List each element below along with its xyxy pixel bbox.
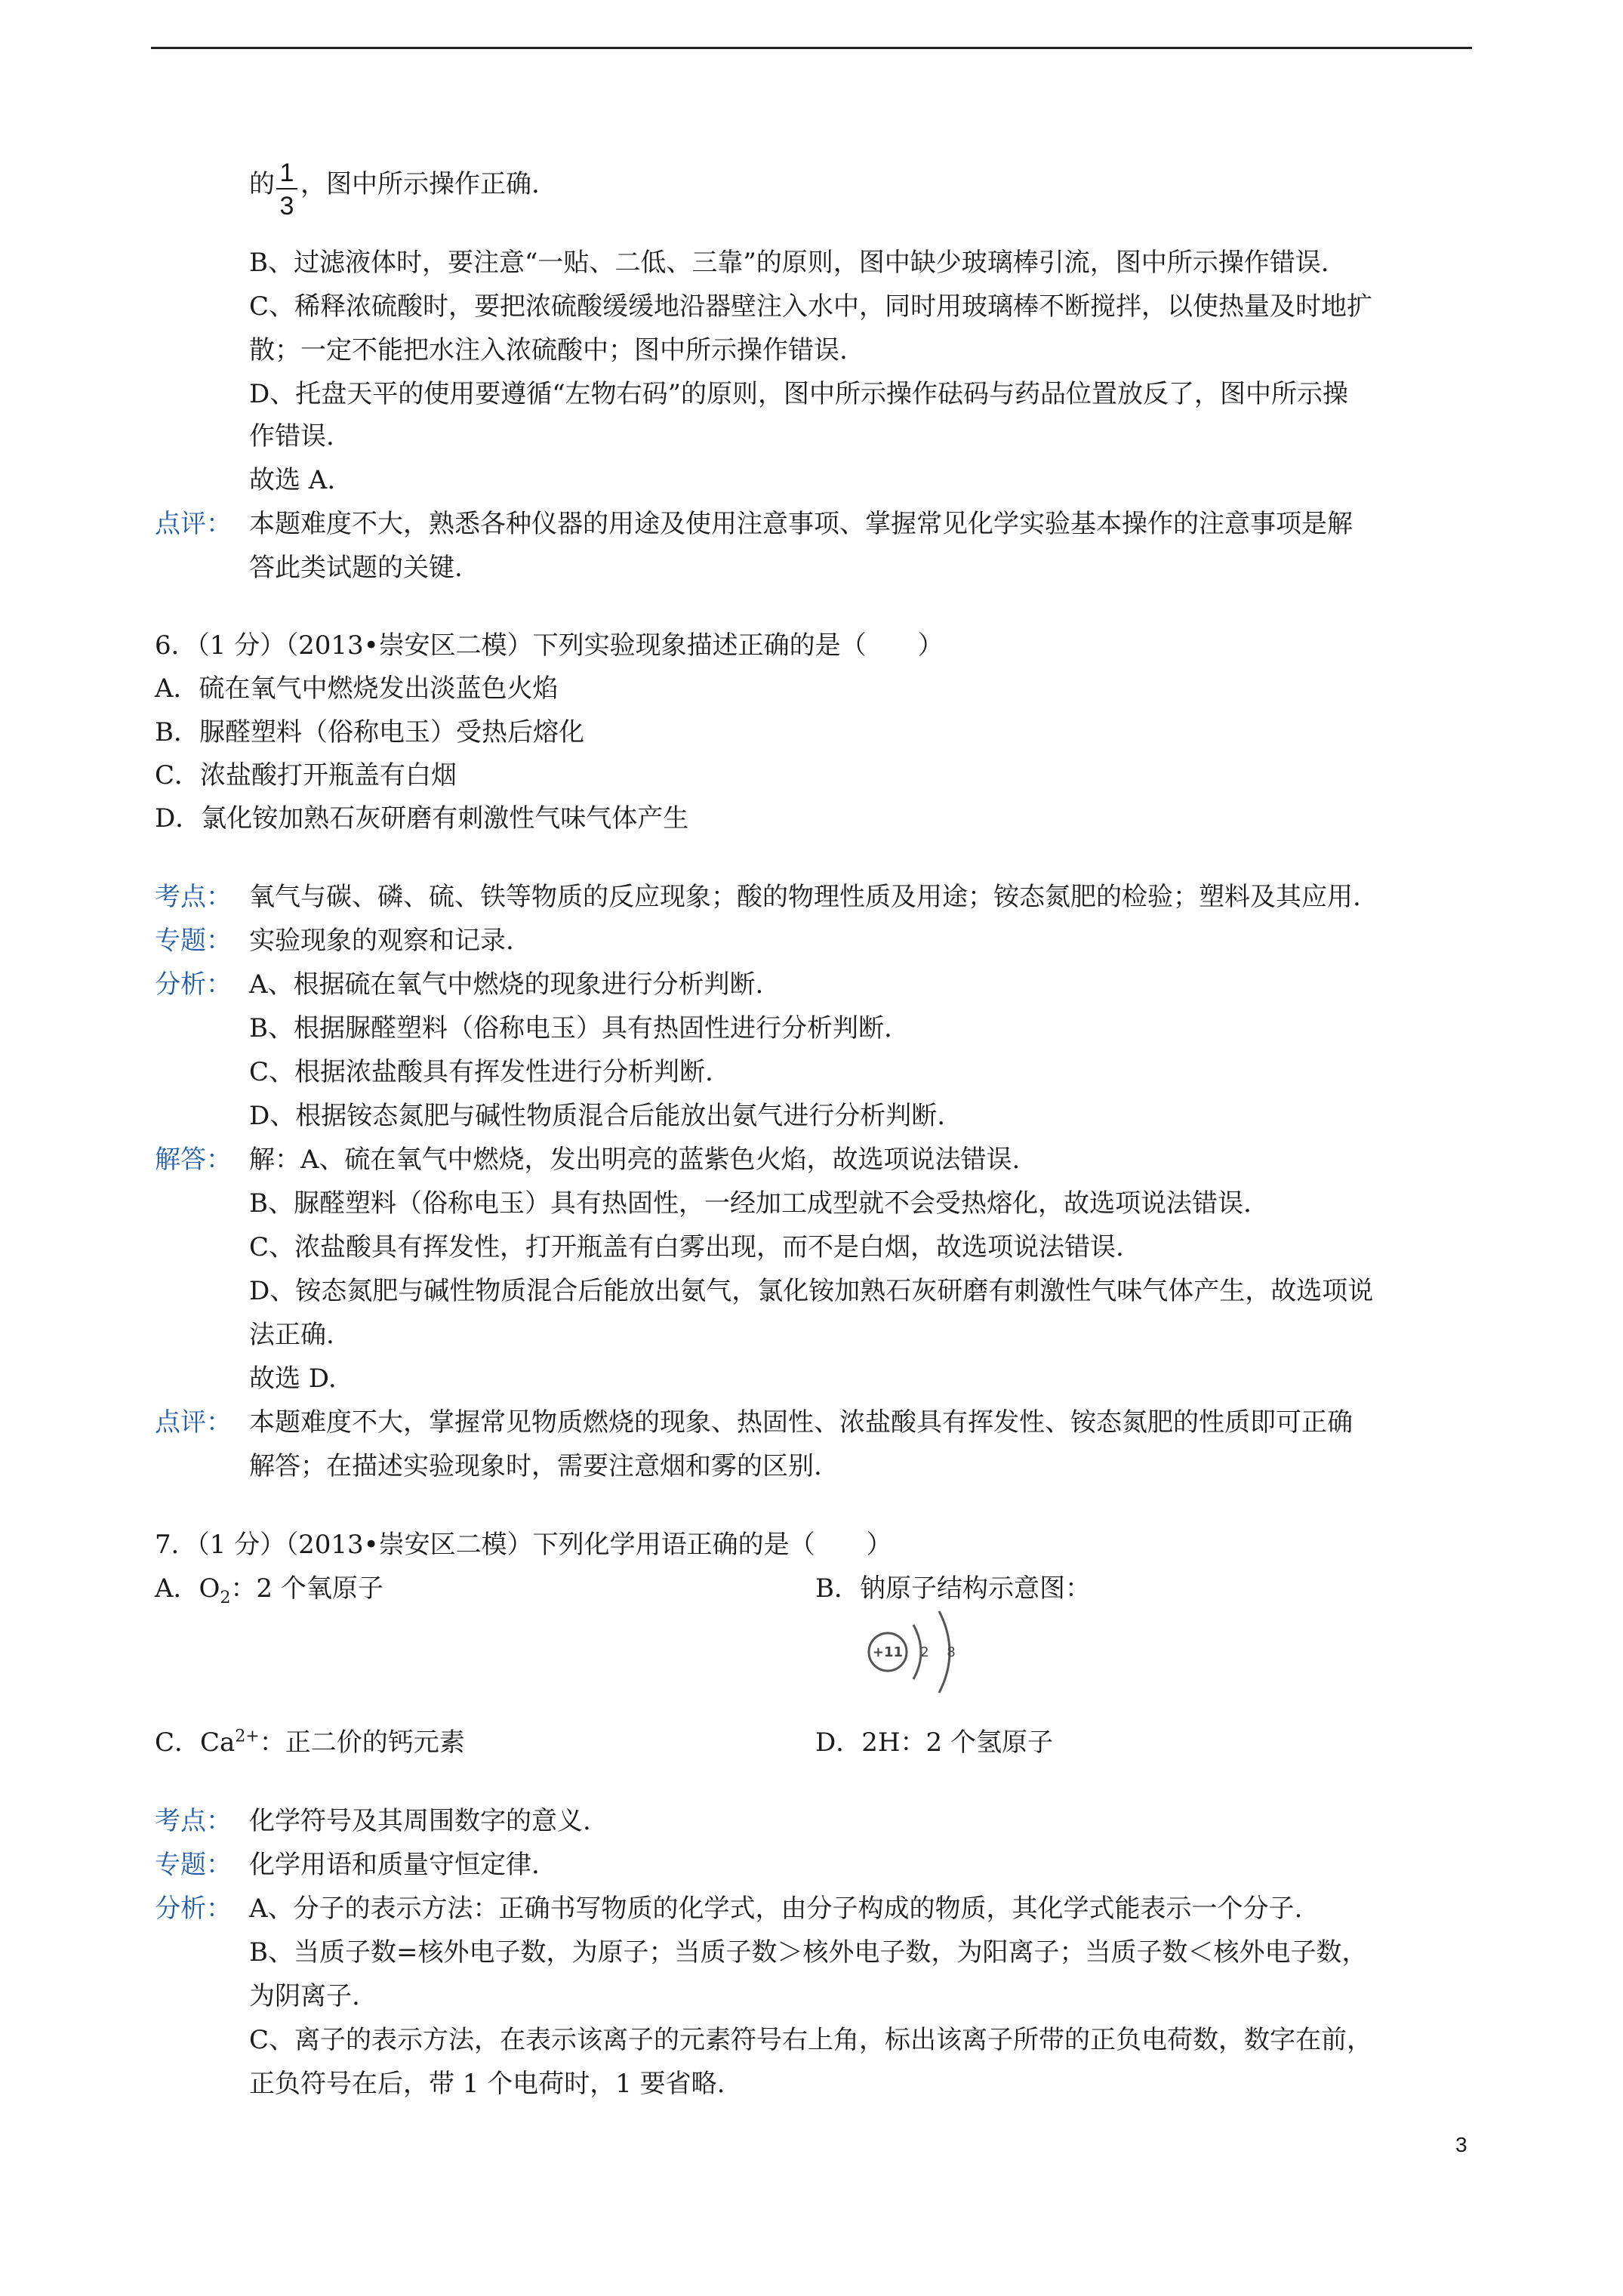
q6-option-c: C．浓盐酸打开瓶盖有白烟 bbox=[155, 760, 457, 791]
q6-option-d: D．氯化铵加熟石灰研磨有刺激性气味气体产生 bbox=[155, 803, 689, 834]
q5-answer: 故选 A. bbox=[249, 465, 336, 495]
page-number: 3 bbox=[1455, 2133, 1467, 2156]
q7-stem: 7．（1 分）（2013•崇安区二模）下列化学用语正确的是（ ） bbox=[155, 1530, 892, 1560]
q7-option-c: C．$Ca^{2+}$：正二价的钙元素 bbox=[155, 1727, 465, 1758]
q7-kaodian-label: 考点： bbox=[155, 1806, 232, 1836]
q7-fenxi-line: A、分子的表示方法：正确书写物质的化学式，由分子构成的物质，其化学式能表示一个分子. bbox=[249, 1894, 1303, 1924]
q6-kaodian-label: 考点： bbox=[155, 882, 232, 912]
q6-fenxi-line: D、根据铵态氮肥与碱性物质混合后能放出氨气进行分析判断. bbox=[249, 1101, 946, 1131]
q7-kaodian: 化学符号及其周围数字的意义. bbox=[249, 1806, 591, 1836]
q7-fenxi-line: C、离子的表示方法，在表示该离子的元素符号右上角，标出该离子所带的正负电荷数，数字在前， bbox=[249, 2025, 1373, 2055]
q6-fenxi-label: 分析： bbox=[155, 969, 232, 1000]
fraction-denominator: 3 bbox=[279, 192, 294, 220]
q6-jieda-line: B、脲醛塑料（俗称电玉）具有热固性，一经加工成型就不会受热熔化，故选项说法错误. bbox=[249, 1188, 1252, 1219]
q6-jieda-line: C、浓盐酸具有挥发性，打开瓶盖有白雾出现，而不是白烟，故选项说法错误. bbox=[249, 1232, 1124, 1262]
q6-option-a: A．硫在氧气中燃烧发出淡蓝色火焰 bbox=[155, 673, 559, 704]
q6-jieda-line: 法正确. bbox=[249, 1320, 334, 1350]
q6-jieda-line: 解：A、硫在氧气中燃烧，发出明亮的蓝紫色火焰，故选项说法错误. bbox=[249, 1145, 1021, 1175]
q7-option-d: D．2H：2 个氢原子 bbox=[815, 1727, 1053, 1758]
q5-option-c-analysis-line2: 散；一定不能把水注入浓硫酸中；图中所示操作错误. bbox=[249, 335, 848, 365]
q5-option-d-analysis-line2: 作错误. bbox=[249, 421, 334, 451]
q7-option-b: B．钠原子结构示意图： bbox=[815, 1573, 1091, 1604]
q6-jieda-line: D、铵态氮肥与碱性物质混合后能放出氨气，氯化铵加熟石灰研磨有刺激性气味气体产生，故选项说 bbox=[249, 1276, 1374, 1306]
q5-comment-label: 点评： bbox=[155, 509, 232, 539]
q7-fenxi-label: 分析： bbox=[155, 1894, 232, 1924]
q6-dianping-line: 解答；在描述实验现象时，需要注意烟和雾的区别. bbox=[249, 1451, 822, 1481]
fraction-one-third bbox=[276, 160, 297, 219]
shell1-electrons: 2 bbox=[920, 1644, 929, 1660]
q6-kaodian: 氧气与碳、磷、硫、铁等物质的反应现象；酸的物理性质及用途；铵态氮肥的检验；塑料及其应用. bbox=[249, 882, 1361, 912]
q6-fenxi-line: A、根据硫在氧气中燃烧的现象进行分析判断. bbox=[249, 969, 764, 1000]
q6-fenxi-line: C、根据浓盐酸具有挥发性进行分析判断. bbox=[249, 1057, 713, 1087]
q6-jieda-line: 故选 D. bbox=[249, 1364, 337, 1394]
q5-option-d-analysis-line1: D、托盘天平的使用要遵循“左物右码”的原则，图中所示操作砝码与药品位置放反了，图中所示操 bbox=[249, 379, 1349, 409]
fraction-bar bbox=[276, 188, 297, 190]
q7-fenxi-line: B、当质子数=核外电子数，为原子；当质子数＞核外电子数，为阳离子；当质子数＜核外电子数， bbox=[249, 1937, 1368, 1968]
fraction-line-suffix: ，图中所示操作正确. bbox=[300, 169, 540, 199]
q6-jieda-label: 解答： bbox=[155, 1145, 232, 1175]
q5-option-b-analysis: B、过滤液体时，要注意“一贴、二低、三靠”的原则，图中缺少玻璃棒引流，图中所示操作错误. bbox=[249, 248, 1329, 278]
sodium-atom-structure-diagram bbox=[861, 1607, 966, 1697]
q7-zhuanti: 化学用语和质量守恒定律. bbox=[249, 1850, 540, 1880]
q5-comment-line1: 本题难度不大，熟悉各种仪器的用途及使用注意事项、掌握常见化学实验基本操作的注意事项是解 bbox=[249, 509, 1353, 539]
header-rule bbox=[151, 47, 1472, 49]
q6-zhuanti: 实验现象的观察和记录. bbox=[249, 926, 514, 956]
q6-zhuanti-label: 专题： bbox=[155, 926, 232, 956]
q5-option-c-analysis-line1: C、稀释浓硫酸时，要把浓硫酸缓缓地沿器壁注入水中，同时用玻璃棒不断搅拌，以使热量及时地扩 bbox=[249, 291, 1373, 322]
q7-zhuanti-label: 专题： bbox=[155, 1850, 232, 1880]
nucleus-charge: +11 bbox=[872, 1644, 904, 1660]
q6-fenxi-line: B、根据脲醛塑料（俗称电玉）具有热固性进行分析判断. bbox=[249, 1013, 892, 1043]
q7-fenxi-line: 正负符号在后，带 1 个电荷时，1 要省略. bbox=[249, 2069, 725, 2099]
shell2-electrons: 8 bbox=[947, 1644, 956, 1660]
q6-dianping-label: 点评： bbox=[155, 1407, 232, 1438]
q5-comment-line2: 答此类试题的关键. bbox=[249, 553, 463, 583]
q7-option-a: A．$O_2$：2 个氧原子 bbox=[155, 1573, 383, 1607]
q6-dianping-line: 本题难度不大，掌握常见物质燃烧的现象、热固性、浓盐酸具有挥发性、铵态氮肥的性质即可正确 bbox=[249, 1407, 1353, 1438]
q6-stem: 6．（1 分）（2013•崇安区二模）下列实验现象描述正确的是（ ） bbox=[155, 630, 944, 661]
fraction-line-prefix: 的 bbox=[249, 169, 275, 199]
q6-option-b: B．脲醛塑料（俗称电玉）受热后熔化 bbox=[155, 717, 584, 747]
q7-fenxi-line: 为阴离子. bbox=[249, 1981, 360, 2011]
fraction-numerator: 1 bbox=[279, 159, 294, 187]
